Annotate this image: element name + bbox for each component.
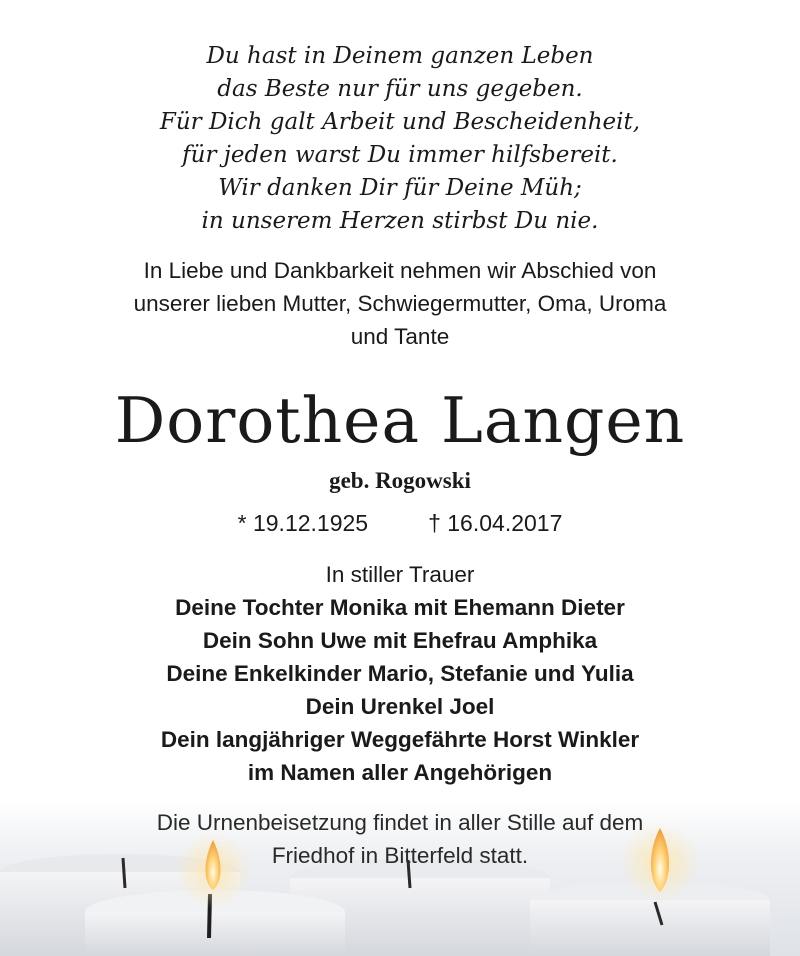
mourner-line: Deine Enkelkinder Mario, Stefanie und Yulia bbox=[166, 661, 634, 686]
poem-line: Du hast in Deinem ganzen Leben bbox=[206, 43, 594, 69]
intro-line: In Liebe und Dankbarkeit nehmen wir Abschied von bbox=[143, 258, 657, 283]
funeral-line: Die Urnenbeisetzung findet in aller Stille auf dem bbox=[156, 810, 644, 835]
mourner-line: Dein Sohn Uwe mit Ehefrau Amphika bbox=[202, 628, 598, 653]
mourner-line: im Namen aller Angehörigen bbox=[247, 760, 553, 785]
funeral-info bbox=[0, 806, 800, 872]
poem-line: in unserem Herzen stirbst Du nie. bbox=[201, 208, 599, 234]
poem-line: das Beste nur für uns gegeben. bbox=[217, 76, 583, 102]
poem-line: Wir danken Dir für Deine Müh; bbox=[218, 175, 582, 201]
birth-date: * 19.12.1925 bbox=[237, 510, 369, 536]
farewell-intro bbox=[0, 254, 800, 353]
poem-line: Für Dich galt Arbeit und Bescheidenheit, bbox=[159, 109, 641, 135]
funeral-line: Friedhof in Bitterfeld statt. bbox=[271, 843, 529, 868]
mourner-line: Dein langjähriger Weggefährte Horst Winkler bbox=[160, 727, 640, 752]
mourner-line: Dein Urenkel Joel bbox=[305, 694, 495, 719]
death-date: † 16.04.2017 bbox=[428, 510, 563, 536]
mourner-line: Deine Tochter Monika mit Ehemann Dieter bbox=[175, 595, 625, 620]
birth-name: geb. Rogowski bbox=[329, 468, 471, 493]
intro-line: und Tante bbox=[350, 324, 450, 349]
intro-line: unserer lieben Mutter, Schwiegermutter, Oma, Uroma bbox=[133, 291, 667, 316]
mourners-block bbox=[0, 558, 800, 789]
poem-line: für jeden warst Du immer hilfsbereit. bbox=[182, 142, 618, 168]
poem bbox=[0, 40, 800, 238]
mourning-lead: In stiller Trauer bbox=[325, 562, 475, 587]
deceased-name: Dorothea Langen bbox=[114, 384, 686, 457]
life-dates bbox=[0, 507, 800, 539]
